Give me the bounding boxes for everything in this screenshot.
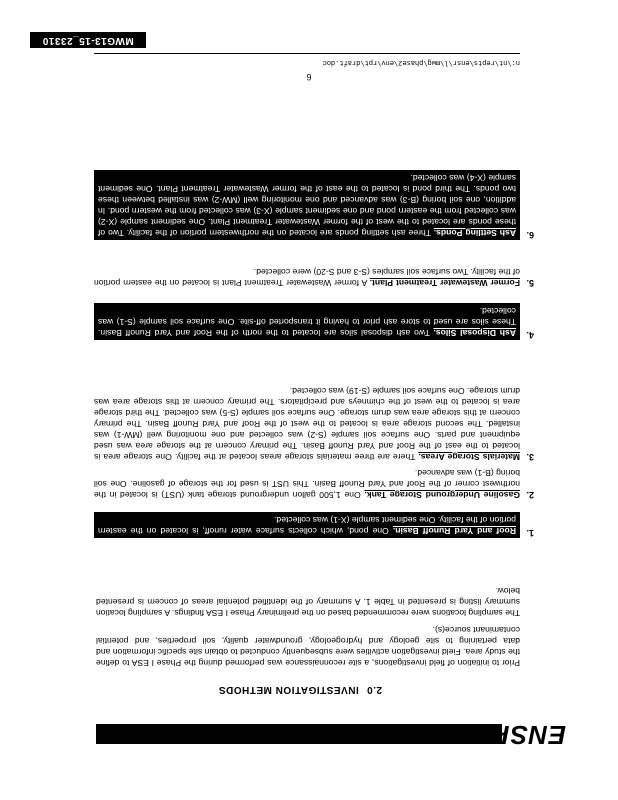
item-number: 3. — [526, 452, 534, 462]
item-text: There are three materials storage areas located at the facility. One storage area is located to the east of the Roof and Yard Runoff Basin. The primary concern at the storage area was used equipment and parts. One surface soil sample (S-2) was collected and one monitoring well (MW-1) was installed. The second storage area is located to the west of the Roof and Yard Runoff Basin. The primary concern at this storage area was drum storage. One surface soil sample (S-5) was collected. The third storage area is located to the west of the chimneys and precipitators. The primary concern at this storage area was drum storage. One surface soil sample (S-19) was collected. — [94, 386, 520, 462]
header-bar — [96, 724, 502, 744]
item-number: 6. — [526, 230, 534, 240]
item-body — [94, 467, 520, 500]
item-title: Roof and Yard Runoff Basin. — [392, 526, 516, 536]
page-number: 6 — [306, 72, 312, 82]
item-title: Materials Storage Areas. — [418, 452, 520, 462]
item-body — [94, 303, 520, 340]
item-title: Ash Disposal Silos. — [433, 328, 516, 338]
item-title: Ash Settling Ponds. — [433, 228, 516, 238]
item-number: 1. — [526, 528, 534, 538]
company-logo: ENSR — [489, 720, 566, 750]
intro-paragraph: Prior to initiation of field investigations, a site reconnaissance was performed during the Phase I ESA to define the study area. Field investigation activities were subsequently conducted to obtain site specific information and data pertaining to site geology and hydrogeology, groundwater quality, soil properties, and potential contaminant source(s). — [96, 625, 520, 668]
item-number: 2. — [526, 490, 534, 500]
summary-paragraph: The sampling locations were recommended based on the preliminary Phase I ESA findings. A sampling location summary listing is presented in Table 1. A summary of the identified potential areas of concern is presented below. — [96, 586, 520, 618]
item-body — [94, 170, 520, 240]
item-text: One pond, which collects surface water runoff, is located on the eastern portion of the facility. One sediment sample (X-1) was collected. — [98, 515, 516, 536]
section-heading — [218, 684, 382, 695]
item-body — [94, 266, 520, 288]
file-path: n:\nt\repts\ensr\l\mwg\phase2\env\rpt\draft.doc — [322, 58, 520, 66]
document-id: MWG13-15_23310 — [30, 32, 146, 48]
section-title-text: INVESTIGATION METHODS — [218, 684, 359, 695]
item-text: Three ash settling ponds are located on the northwestern portion of the facility. Two of these ponds are located to the west of the former Wastewater Treatment Plant. One sediment sample (X-2) was collected from the eastern pond and one sediment sample (X-3) was collected from the western pond. In addition, one soil boring (B-3) was advanced and one monitoring well (MW-2) was installed between these two ponds. The third pond is located to the east of the former Wastewater Treatment Plant. One sediment sample (X-4) was collected. — [97, 173, 516, 238]
item-title: Gasoline Underground Storage Tank. — [364, 490, 520, 500]
section-number: 2.0 — [366, 684, 382, 695]
item-body — [94, 512, 520, 538]
item-number: 4. — [526, 330, 534, 340]
item-title: Former Wastewater Treatment Plant. — [369, 278, 520, 288]
item-text: Two ash disposal silos are located to the north of the Roof and Yard Runoff Basin. These silos are used to store ash prior to having it transported off-site. One surface soil sample (S-1) was collected. — [98, 306, 516, 338]
footer-rule — [94, 53, 520, 54]
item-body — [94, 385, 520, 462]
item-number: 5. — [526, 278, 534, 288]
item-text: One 1,500 gallon underground storage tank (UST) is located in the northwest corner of the Roof and Yard Runoff Basin. This UST is used for the storage of gasoline. One soil boring (B-1) was advanced. — [93, 468, 520, 500]
item-text: A former Wastewater Treatment Plant is located on the eastern portion of the facility. Two surface soil samples (S-3 and S-20) were collected. — [94, 267, 520, 288]
